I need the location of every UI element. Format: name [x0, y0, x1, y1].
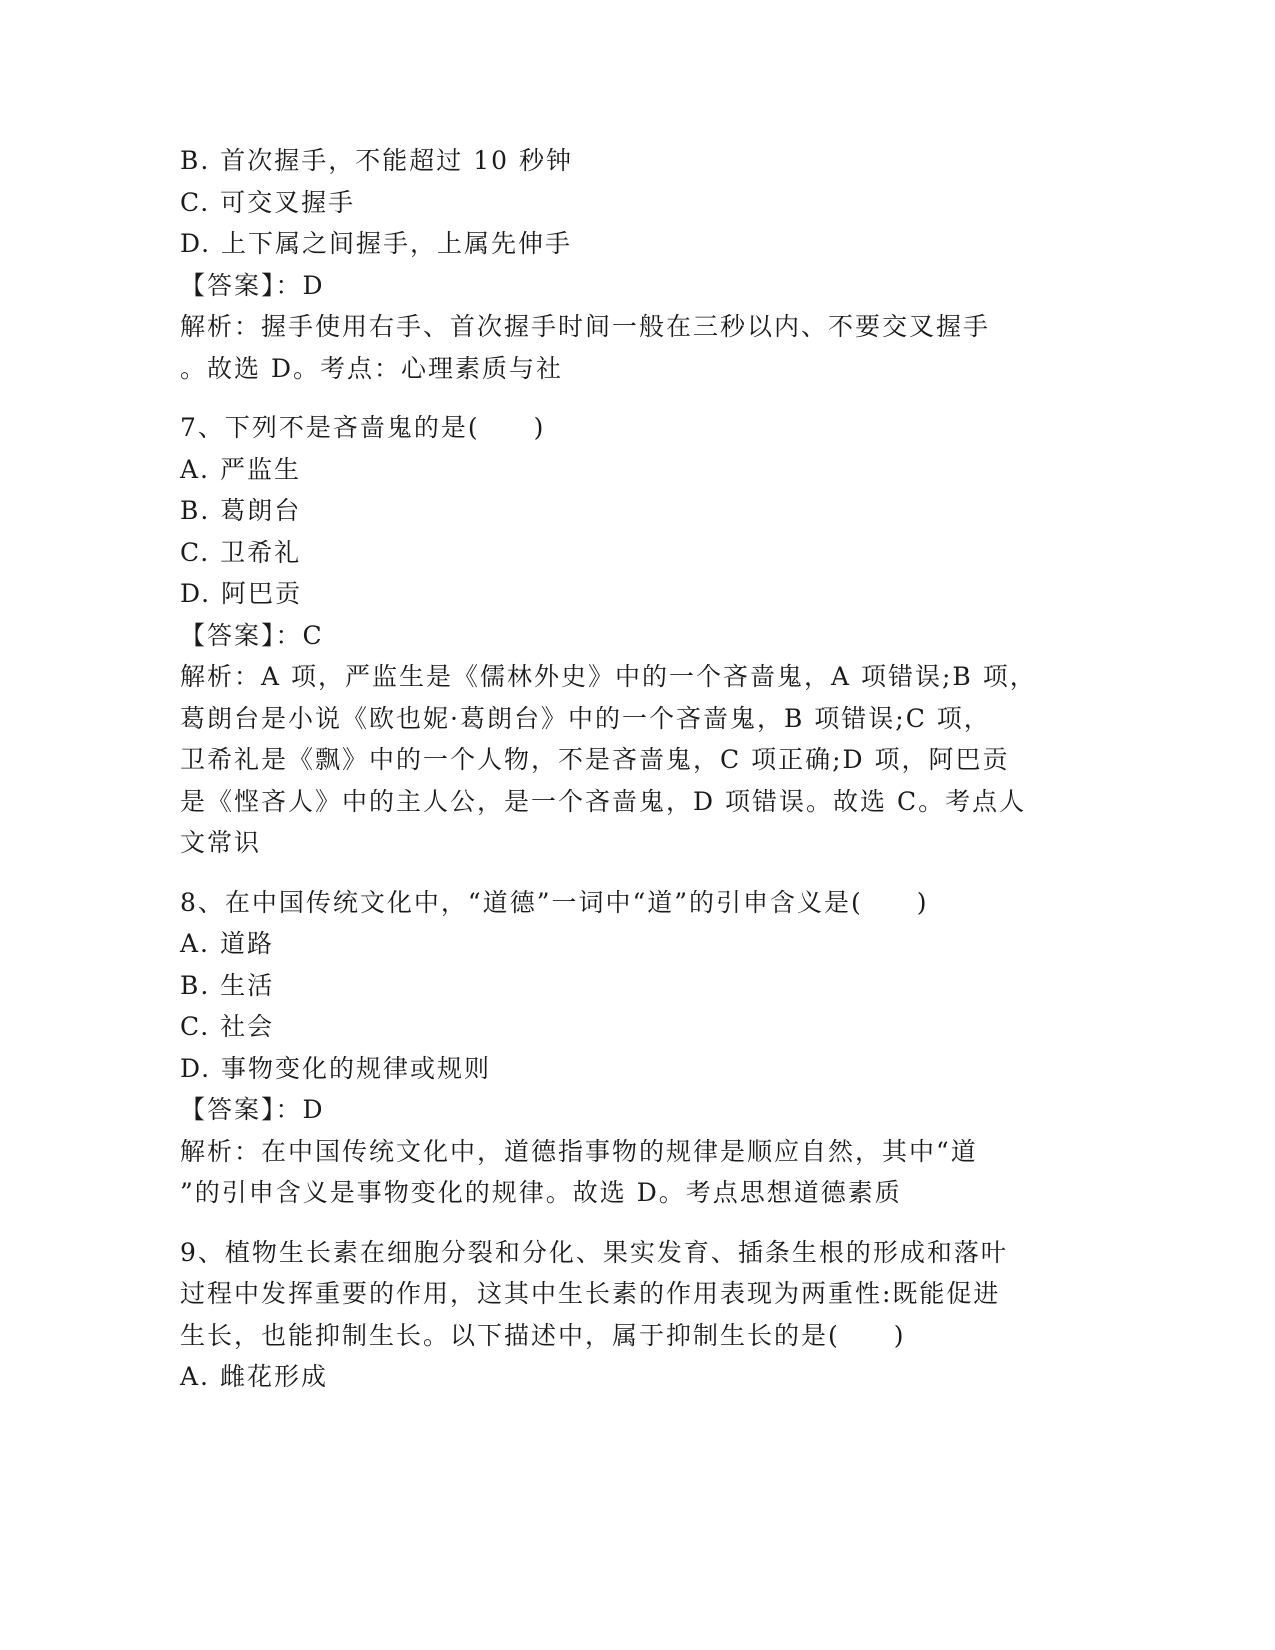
q9-question-line-2: 过程中发挥重要的作用，这其中生长素的作用表现为两重性:既能促进 [180, 1279, 1001, 1308]
q8-option-c: C. 社会 [180, 1012, 275, 1041]
q8-option-d: D. 事物变化的规律或规则 [180, 1053, 492, 1083]
spacer [180, 864, 1080, 882]
q7-analysis-line-1: 解析：A 项，严监生是《儒林外史》中的一个吝啬鬼，A 项错误;B 项， [180, 662, 1037, 691]
q8-analysis-line-1: 解析：在中国传统文化中，道德指事物的规律是顺应自然，其中“道 [180, 1136, 978, 1166]
q6-analysis-line-2: 。故选 D。考点：心理素质与社 [180, 353, 563, 383]
q7-question: 7、下列不是吝啬鬼的是( ) [180, 413, 546, 442]
spacer [180, 1214, 1080, 1232]
q6-answer: 【答案】：D [180, 270, 325, 300]
spacer [180, 389, 1080, 407]
question-7-block [180, 407, 1080, 864]
q7-option-b: B. 葛朗台 [180, 496, 302, 525]
q7-answer: 【答案】：C [180, 620, 324, 650]
q9-question-line-3: 生长，也能抑制生长。以下描述中，属于抑制生长的是( ) [180, 1320, 906, 1350]
q7-option-d: D. 阿巴贡 [180, 579, 303, 608]
q7-analysis-line-4: 是《悭吝人》中的主人公，是一个吝啬鬼，D 项错误。故选 C。考点人 [180, 786, 1027, 816]
q7-analysis-line-5: 文常识 [180, 828, 262, 857]
q7-analysis-line-2: 葛朗台是小说《欧也妮·葛朗台》中的一个吝啬鬼，B 项错误;C 项， [180, 703, 991, 733]
q8-option-b: B. 生活 [180, 970, 275, 1000]
question-9-block [180, 1232, 1080, 1398]
document-page [180, 140, 1080, 1398]
question-6-block [180, 140, 1080, 389]
q8-analysis-line-2: ”的引申含义是事物变化的规律。故选 D。考点思想道德素质 [180, 1178, 902, 1207]
q6-option-b: B. 首次握手，不能超过 10 秒钟 [180, 146, 573, 175]
question-8-block [180, 882, 1080, 1214]
q7-option-c: C. 卫希礼 [180, 537, 302, 567]
q6-option-d: D. 上下属之间握手，上属先伸手 [180, 229, 573, 258]
q9-option-a: A. 雌花形成 [180, 1362, 328, 1391]
q6-option-c: C. 可交叉握手 [180, 187, 356, 217]
q6-analysis-line-1: 解析：握手使用右手、首次握手时间一般在三秒以内、不要交叉握手 [180, 312, 991, 341]
q7-option-a: A. 严监生 [180, 454, 301, 484]
q7-analysis-line-3: 卫希礼是《飘》中的一个人物，不是吝啬鬼，C 项正确;D 项，阿巴贡 [180, 745, 1010, 774]
q8-option-a: A. 道路 [180, 929, 274, 958]
q8-question: 8、在中国传统文化中，“道德”一词中“道”的引申含义是( ) [180, 887, 929, 917]
q9-question-line-1: 9、植物生长素在细胞分裂和分化、果实发育、插条生根的形成和落叶 [180, 1237, 1008, 1267]
q8-answer: 【答案】：D [180, 1095, 325, 1124]
